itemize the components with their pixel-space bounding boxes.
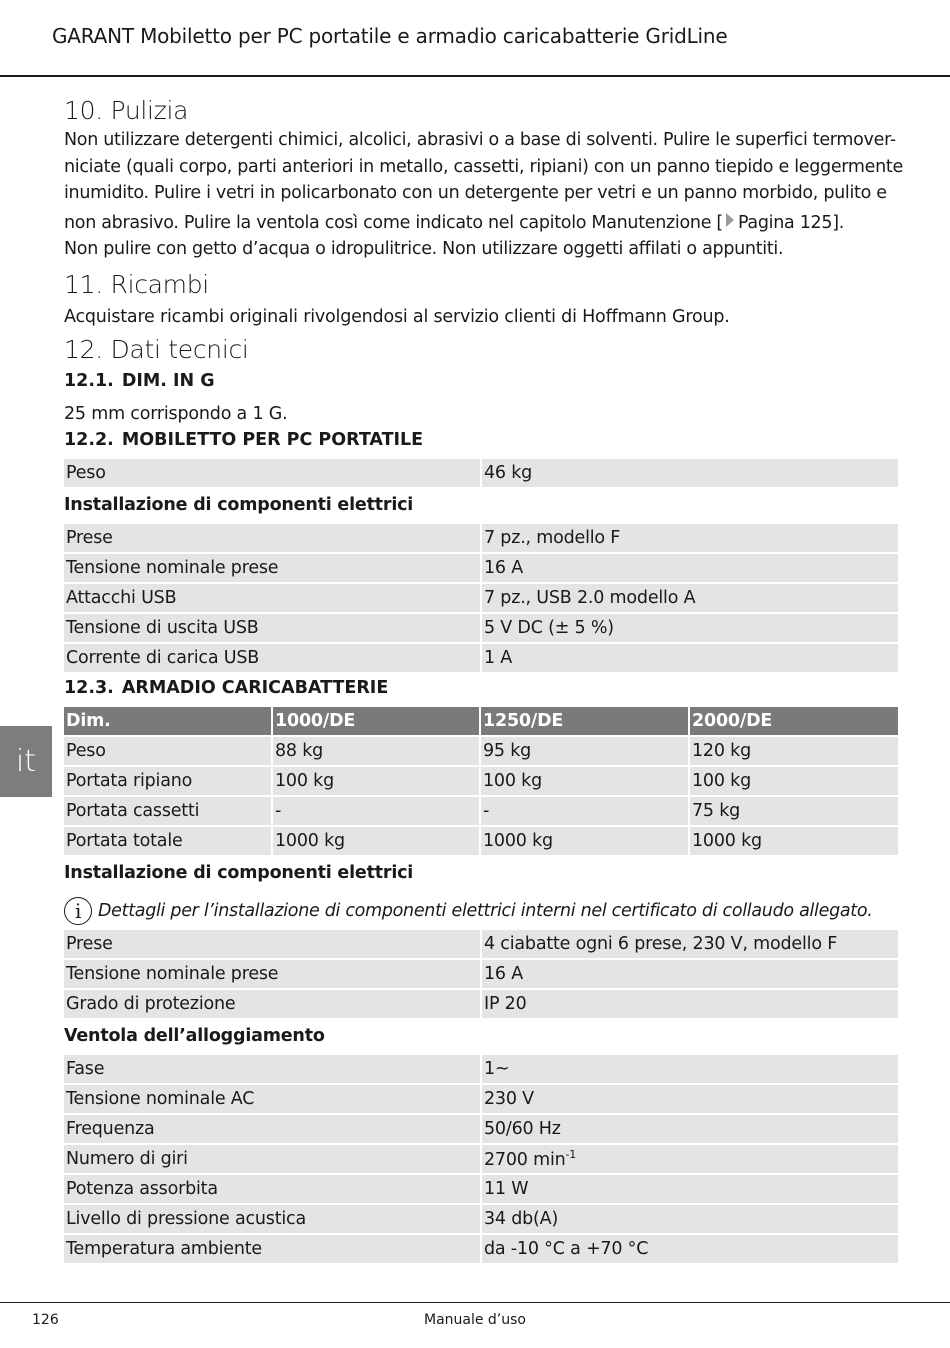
mobiletto-elec-title: Installazione di componenti elettrici — [64, 494, 414, 515]
table-cell: 1000 kg — [273, 827, 481, 857]
table-row — [64, 737, 898, 767]
table-cell: 75 kg — [690, 797, 898, 827]
table-cell: 88 kg — [273, 737, 481, 767]
table-cell: Portata totale — [64, 827, 273, 857]
table-row — [64, 990, 898, 1020]
table-cell-value: 16 A — [482, 554, 898, 584]
table-cell: - — [273, 797, 481, 827]
table-cell-label: Fase — [64, 1055, 482, 1085]
fan-title: Ventola dell’alloggiamento — [64, 1025, 325, 1046]
table-header-cell: 2000/DE — [690, 707, 898, 737]
table-cell-label: Tensione nominale prese — [64, 960, 482, 990]
table-cell: 1000 kg — [690, 827, 898, 857]
table-cell-value: 16 A — [482, 960, 898, 990]
text-line: inumidito. Pulire i vetri in policarbonato con un detergente per vetri e un panno morbido, pulito e — [64, 183, 887, 203]
info-note-text: Dettagli per l’installazione di componenti elettrici interni nel certificato di collaudo allegato. — [98, 900, 873, 921]
table-row — [64, 930, 898, 960]
table-header-cell: 1250/DE — [481, 707, 690, 737]
table-cell-label: Peso — [64, 459, 482, 489]
table-row — [64, 1175, 898, 1205]
ricambi-text: Acquistare ricambi originali rivolgendosi al servizio clienti di Hoffmann Group. — [64, 306, 730, 327]
armadio-elec-title: Installazione di componenti elettrici — [64, 862, 414, 883]
table-cell: Portata cassetti — [64, 797, 273, 827]
header-divider — [0, 75, 950, 77]
table-cell-label: Prese — [64, 930, 482, 960]
section-title-dati-tecnici: 12. Dati tecnici — [64, 334, 249, 364]
text-fragment: non abrasivo. Pulire la ventola così come indicato nel capitolo Manutenzione [ — [64, 212, 723, 233]
table-cell-label: Grado di protezione — [64, 990, 482, 1020]
table-row — [64, 644, 898, 674]
table-cell-value: 1~ — [482, 1055, 898, 1085]
table-cell: Portata ripiano — [64, 767, 273, 797]
table-cell: - — [481, 797, 690, 827]
table-cell-value: 4 ciabatte ogni 6 prese, 230 V, modello F — [482, 930, 898, 960]
armadio-dimensions-table — [64, 707, 898, 857]
table-cell-value: 34 db(A) — [482, 1205, 898, 1235]
text-line — [64, 210, 898, 237]
table-row — [64, 1055, 898, 1085]
subsection-label: MOBILETTO PER PC PORTATILE — [121, 429, 424, 450]
table-cell-value — [482, 1145, 898, 1175]
info-note — [64, 892, 898, 930]
table-cell-label: Attacchi USB — [64, 584, 482, 614]
table-row — [64, 1235, 898, 1265]
subsection-number: 12.3. — [64, 677, 114, 698]
subsection-label: ARMADIO CARICABATTERIE — [121, 677, 389, 698]
table-row — [64, 614, 898, 644]
value-superscript: -1 — [565, 1147, 577, 1161]
table-row — [64, 960, 898, 990]
language-tab: it — [0, 726, 52, 797]
table-row — [64, 524, 898, 554]
footer-divider — [0, 1302, 950, 1303]
table-cell-label: Frequenza — [64, 1115, 482, 1145]
subsection-number: 12.1. — [64, 370, 114, 391]
table-row — [64, 1145, 898, 1175]
subsection-title-mobiletto — [64, 428, 898, 459]
table-header-cell: 1000/DE — [273, 707, 481, 737]
table-row — [64, 827, 898, 857]
pulizia-paragraph — [64, 127, 903, 263]
value-text: 2700 min — [484, 1149, 566, 1170]
table-row — [64, 797, 898, 827]
table-cell-value: 7 pz., modello F — [482, 524, 898, 554]
table-cell-value: 5 V DC (± 5 %) — [482, 614, 898, 644]
table-cell-label: Numero di giri — [64, 1145, 482, 1175]
info-icon: i — [64, 897, 92, 925]
table-row — [64, 1085, 898, 1115]
table-cell-value: 1 A — [482, 644, 898, 674]
table-cell-value: IP 20 — [482, 990, 898, 1020]
table-row — [64, 459, 898, 489]
text-fragment: ]. — [832, 212, 844, 233]
section-title-ricambi: 11. Ricambi — [64, 269, 209, 299]
footer-manual-label: Manuale d’uso — [423, 1312, 526, 1328]
table-cell: Peso — [64, 737, 273, 767]
armadio-elec-table — [64, 930, 898, 1020]
mobiletto-weight-table — [64, 459, 898, 489]
table-cell: 100 kg — [690, 767, 898, 797]
table-row — [64, 1205, 898, 1235]
table-cell-label: Tensione nominale AC — [64, 1085, 482, 1115]
table-row — [64, 1115, 898, 1145]
table-cell-value: 11 W — [482, 1175, 898, 1205]
page-number: 126 — [32, 1312, 59, 1328]
table-cell: 100 kg — [481, 767, 690, 797]
subsection-title-armadio — [64, 676, 898, 707]
text-line: Non pulire con getto d’acqua o idropulitrice. Non utilizzare oggetti affilati o appuntiti. — [64, 239, 784, 259]
mobiletto-elec-table — [64, 524, 898, 674]
table-header-cell: Dim. — [64, 707, 273, 737]
table-cell-label: Potenza assorbita — [64, 1175, 482, 1205]
table-cell: 1000 kg — [481, 827, 690, 857]
subsection-number: 12.2. — [64, 429, 114, 450]
text-line: niciate (quali corpo, parti anteriori in metallo, cassetti, ripiani) con un panno tiepido e leggermente — [64, 156, 903, 177]
page-reference-arrow-icon — [726, 213, 734, 227]
subsection-label: DIM. IN G — [121, 370, 215, 391]
table-cell-label: Tensione di uscita USB — [64, 614, 482, 644]
table-cell-value: 230 V — [482, 1085, 898, 1115]
section-title-pulizia: 10. Pulizia — [64, 96, 189, 125]
table-cell-value: da -10 °C a +70 °C — [482, 1235, 898, 1265]
table-cell: 95 kg — [481, 737, 690, 767]
page-reference-link[interactable]: Pagina 125 — [737, 212, 833, 233]
table-cell-label: Temperatura ambiente — [64, 1235, 482, 1265]
table-cell-label: Prese — [64, 524, 482, 554]
text-line: Non utilizzare detergenti chimici, alcolici, abrasivi o a base di solventi. Pulire le superfici termover- — [64, 130, 896, 150]
table-cell-label: Corrente di carica USB — [64, 644, 482, 674]
dim-g-text: 25 mm corrispondo a 1 G. — [64, 403, 288, 424]
fan-table — [64, 1055, 898, 1265]
table-row — [64, 767, 898, 797]
table-cell-label: Livello di pressione acustica — [64, 1205, 482, 1235]
table-cell-value: 7 pz., USB 2.0 modello A — [482, 584, 898, 614]
table-cell-label: Tensione nominale prese — [64, 554, 482, 584]
page-header-title: GARANT Mobiletto per PC portatile e armadio caricabatterie GridLine — [52, 24, 728, 48]
table-cell-value: 46 kg — [482, 459, 898, 489]
table-cell: 100 kg — [273, 767, 481, 797]
subsection-title-dim-g — [64, 369, 898, 400]
table-cell-value: 50/60 Hz — [482, 1115, 898, 1145]
table-row — [64, 584, 898, 614]
table-row — [64, 554, 898, 584]
table-header-row — [64, 707, 898, 737]
table-cell: 120 kg — [690, 737, 898, 767]
main-content — [64, 95, 903, 1265]
